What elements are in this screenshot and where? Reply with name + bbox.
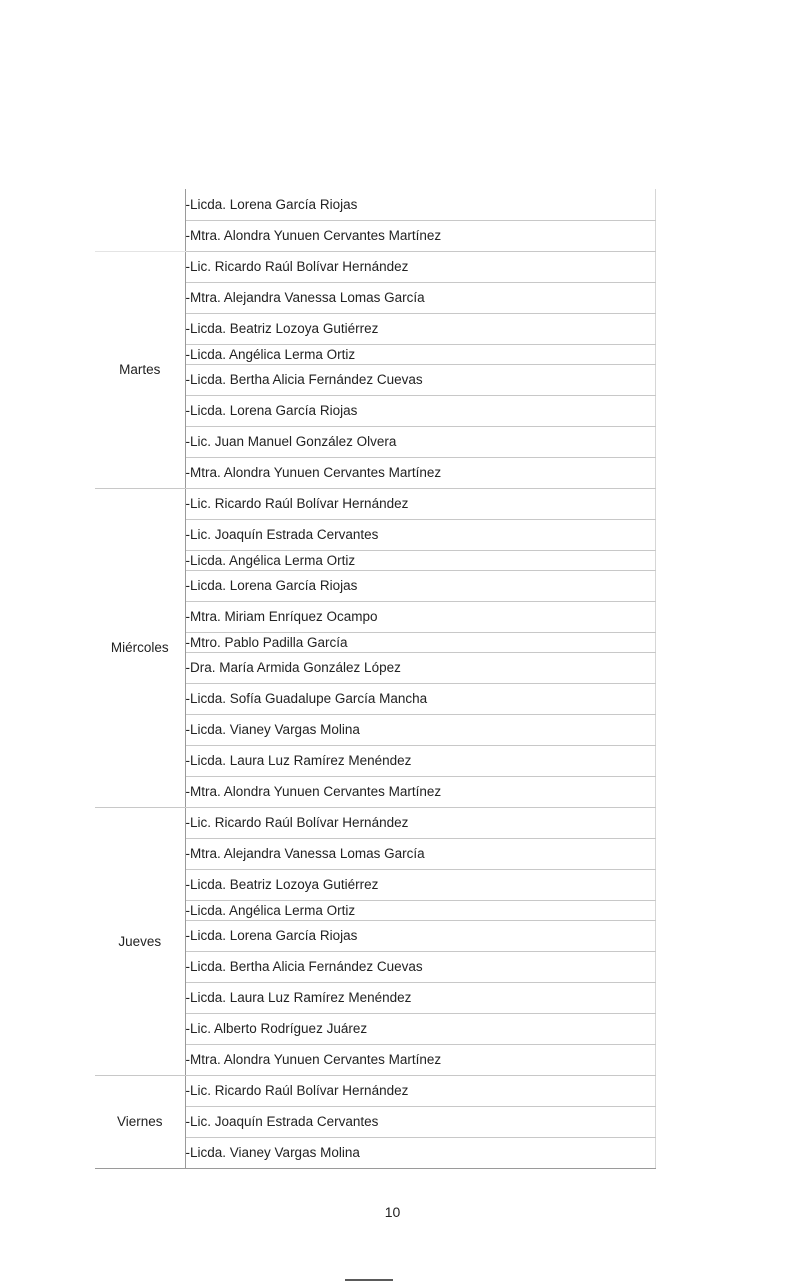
name-cell: -Licda. Lorena García Riojas	[185, 920, 656, 951]
name-cell: -Licda. Laura Luz Ramírez Menéndez	[185, 982, 656, 1013]
name-cell: -Mtra. Alejandra Vanessa Lomas García	[185, 282, 656, 313]
schedule-body	[95, 189, 656, 1168]
name-cell: -Dra. María Armida González López	[185, 652, 656, 683]
name-cell: -Licda. Vianey Vargas Molina	[185, 1137, 656, 1168]
name-cell: -Licda. Vianey Vargas Molina	[185, 714, 656, 745]
name-cell: -Lic. Ricardo Raúl Bolívar Hernández	[185, 251, 656, 282]
name-cell: -Lic. Ricardo Raúl Bolívar Hernández	[185, 1075, 656, 1106]
name-cell: -Licda. Lorena García Riojas	[185, 570, 656, 601]
table-row	[95, 488, 656, 519]
bottom-mark	[345, 1279, 393, 1281]
name-cell: -Licda. Beatriz Lozoya Gutiérrez	[185, 313, 656, 344]
name-cell: -Licda. Beatriz Lozoya Gutiérrez	[185, 869, 656, 900]
name-cell: -Lic. Juan Manuel González Olvera	[185, 426, 656, 457]
table-row	[95, 1075, 656, 1106]
name-cell: -Licda. Lorena García Riojas	[185, 189, 656, 220]
day-cell: Miércoles	[95, 488, 185, 807]
name-cell: -Mtro. Pablo Padilla García	[185, 632, 656, 652]
name-cell: -Licda. Sofía Guadalupe García Mancha	[185, 683, 656, 714]
name-cell: -Mtra. Miriam Enríquez Ocampo	[185, 601, 656, 632]
name-cell: -Mtra. Alondra Yunuen Cervantes Martínez	[185, 457, 656, 488]
name-cell: -Mtra. Alondra Yunuen Cervantes Martínez	[185, 776, 656, 807]
table-row	[95, 189, 656, 220]
table-row	[95, 807, 656, 838]
name-cell: -Lic. Ricardo Raúl Bolívar Hernández	[185, 488, 656, 519]
name-cell: -Licda. Lorena García Riojas	[185, 395, 656, 426]
name-cell: -Licda. Laura Luz Ramírez Menéndez	[185, 745, 656, 776]
name-cell: -Licda. Angélica Lerma Ortiz	[185, 900, 656, 920]
day-cell: Jueves	[95, 807, 185, 1075]
name-cell: -Licda. Bertha Alicia Fernández Cuevas	[185, 951, 656, 982]
day-cell	[95, 189, 185, 251]
name-cell: -Mtra. Alondra Yunuen Cervantes Martínez	[185, 220, 656, 251]
name-cell: -Mtra. Alondra Yunuen Cervantes Martínez	[185, 1044, 656, 1075]
name-cell: -Lic. Alberto Rodríguez Juárez	[185, 1013, 656, 1044]
name-cell: -Licda. Bertha Alicia Fernández Cuevas	[185, 364, 656, 395]
schedule-table	[95, 189, 656, 1169]
name-cell: -Lic. Joaquín Estrada Cervantes	[185, 519, 656, 550]
page-number: 10	[384, 1204, 401, 1220]
name-cell: -Licda. Angélica Lerma Ortiz	[185, 344, 656, 364]
day-cell: Viernes	[95, 1075, 185, 1168]
table-row	[95, 251, 656, 282]
name-cell: -Licda. Angélica Lerma Ortiz	[185, 550, 656, 570]
name-cell: -Mtra. Alejandra Vanessa Lomas García	[185, 838, 656, 869]
day-cell: Martes	[95, 251, 185, 488]
name-cell: -Lic. Ricardo Raúl Bolívar Hernández	[185, 807, 656, 838]
name-cell: -Lic. Joaquín Estrada Cervantes	[185, 1106, 656, 1137]
